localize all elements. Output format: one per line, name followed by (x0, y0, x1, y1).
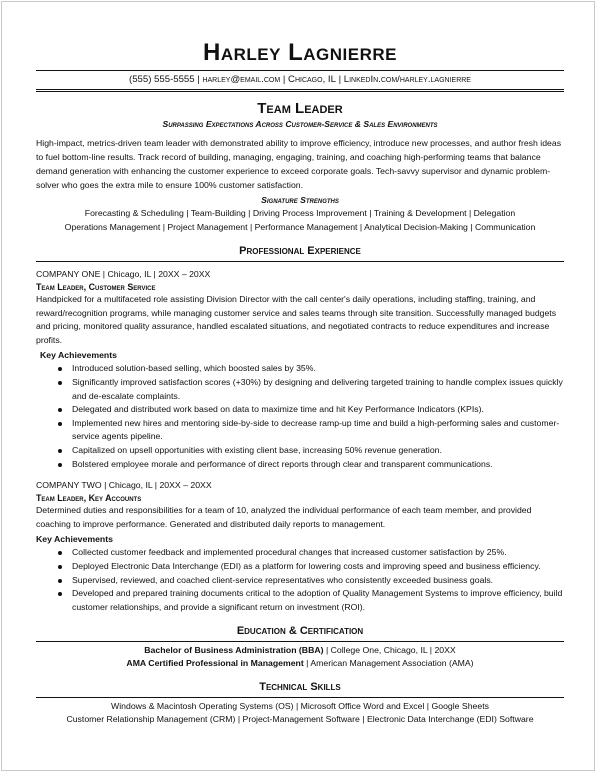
job-company: COMPANY TWO (36, 480, 102, 491)
achievement-text: Supervised, reviewed, and coached client-service representatives who consistently exceeded business goals. (72, 574, 494, 585)
technical-skills-line-1: Windows & Macintosh Operating Systems (OS) | Microsoft Office Word and Excel | Google Sheets (111, 701, 489, 712)
achievement-item (36, 574, 564, 588)
education-certification: AMA Certified Professional in Management (126, 658, 304, 669)
achievement-item (36, 376, 564, 403)
achievement-text: Capitalized on upsell opportunities with existing client base, increasing 50% revenue generation. (72, 444, 442, 455)
achievement-text: Collected customer feedback and implemented procedural changes that increased customer satisfaction by 25%. (72, 547, 507, 558)
contact-double-rule (36, 89, 564, 92)
bullet-icon (58, 449, 62, 453)
achievement-item (36, 458, 564, 472)
education-cert-details: | American Management Association (AMA) (303, 658, 474, 669)
job-dates: 20XX – 20XX (159, 480, 212, 491)
bullet-icon (58, 381, 62, 385)
contact-location: Chicago, IL (288, 74, 336, 85)
summary-paragraph: High-impact, metrics-driven team leader with demonstrated ability to improve efficiency, introduce new processes, and author fresh ideas to fuel bottom-line results. Track record of building, managing, engaging, training, and coaching high-performing teams that balance demand generation with enhancing the customer experience to exceed corporate goals. Tech-savvy supervisor and dynamic problem-solver who goes the extra mile to ensure 100% customer satisfaction. (36, 138, 562, 190)
job-location: Chicago, IL (107, 269, 152, 279)
job-dates: 20XX – 20XX (158, 269, 211, 279)
education-rule (36, 641, 564, 642)
contact-linkedin: LinkedIn.com/harley.lagnierre (343, 74, 471, 85)
achievement-item (36, 444, 564, 458)
job-entry (36, 479, 564, 614)
job-location: Chicago, IL (108, 480, 153, 491)
resume-page (1, 1, 595, 771)
job-separator: | (152, 480, 160, 491)
bullet-icon (58, 408, 62, 412)
education-cert-line (36, 657, 564, 670)
contact-separator: | (194, 74, 203, 85)
bullet-icon (58, 592, 62, 596)
education-degree-details: | College One, Chicago, IL | 20XX (323, 645, 456, 656)
headline-title: Team Leader (257, 100, 343, 117)
achievement-item (36, 403, 564, 417)
contact-phone: (555) 555-5555 (129, 74, 195, 85)
contact-email: harley@email.com (202, 74, 281, 85)
bullet-icon (58, 367, 62, 371)
resume-content (36, 38, 564, 726)
achievement-item (36, 417, 564, 444)
job-role: Team Leader, Key Accounts (36, 493, 142, 504)
signature-strengths-line-1: Forecasting & Scheduling | Team-Building | Driving Process Improvement | Training & Development | Delegation (84, 208, 516, 218)
job-separator: | (100, 269, 108, 279)
achievement-text: Introduced solution-based selling, which boosted sales by 35%. (72, 363, 316, 374)
bullet-icon (58, 463, 62, 467)
achievement-list (36, 362, 564, 471)
education-degree-line (36, 644, 564, 657)
technical-rule (36, 697, 564, 698)
experience-rule (36, 261, 564, 262)
bullet-icon (58, 551, 62, 555)
achievement-text: Implemented new hires and mentoring side-by-side to decrease ramp-up time and build a high-performing sales and customer-service agents pipeline. (72, 417, 560, 442)
job-company-line (36, 268, 564, 281)
job-company-line (36, 479, 564, 492)
job-separator: | (101, 480, 109, 491)
achievement-text: Bolstered employee morale and performance of direct reports through clear and transparent communications. (72, 458, 493, 469)
achievement-item (36, 587, 564, 614)
achievement-text: Deployed Electronic Data Interchange (EDI) as a platform for lowering costs and improving speed and business efficiency. (72, 560, 541, 571)
achievement-text: Developed and prepared training documents critical to the adoption of Quality Management Systems to improve efficiency, build customer relationships, and provide a significant return on investment (ROI). (72, 588, 563, 612)
contact-line (36, 73, 564, 87)
experience-section-title: Professional Experience (239, 245, 361, 257)
signature-strengths-title: Signature Strengths (261, 195, 339, 205)
key-achievements-label: Key Achievements (36, 534, 113, 545)
contact-separator: | (280, 74, 289, 85)
job-company: COMPANY ONE (36, 269, 101, 279)
bullet-icon (58, 579, 62, 583)
key-achievements-label: Key Achievements (40, 350, 117, 361)
contact-separator: | (335, 74, 344, 85)
education-section-title: Education & Certification (236, 625, 364, 638)
job-entry (36, 268, 564, 471)
signature-strengths-line-2: Operations Management | Project Management | Performance Management | Analytical Decision-Making | Communication (64, 222, 536, 232)
achievement-item (36, 560, 564, 574)
achievement-text: Delegated and distributed work based on data to maximize time and hit Key Performance Indicators (KPIs). (72, 404, 484, 415)
header-rule (36, 70, 564, 71)
bullet-icon (58, 422, 62, 426)
achievement-item (36, 362, 564, 376)
education-degree: Bachelor of Business Administration (BBA) (144, 645, 324, 656)
job-description: Handpicked for a multifaceted role assisting Division Director with the call center's daily operations, including staffing, training, and reward/recognition programs, while managing customer service and sales teams through site transition. Successfully managed budgets and pricing, monitored quality assurance, handled escalated situations, and negotiated contracts to reduce expenditures and increase profits. (36, 294, 557, 345)
job-description: Determined duties and responsibilities for a team of 10, analyzed the individual performance of each team member, and provided coaching to improve performance. Generated and distributed daily reports to management. (36, 505, 532, 529)
job-separator: | (151, 269, 159, 279)
technical-skills-line-2: Customer Relationship Management (CRM) | Project-Management Software | Electronic Data Interchange (EDI) Software (66, 714, 534, 725)
achievement-list (36, 546, 564, 614)
job-role: Team Leader, Customer Service (36, 282, 156, 292)
candidate-name: Harley Lagnierre (202, 39, 397, 66)
achievement-item (36, 546, 564, 560)
technical-section-title: Technical Skills (259, 681, 341, 694)
bullet-icon (58, 565, 62, 569)
achievement-text: Significantly improved satisfaction scores (+30%) by designing and delivering targeted training to handle complex issues quickly and de-escalate complaints. (72, 376, 563, 401)
headline-subtitle: Surpassing Expectations Across Customer-Service & Sales Environments (162, 119, 438, 129)
